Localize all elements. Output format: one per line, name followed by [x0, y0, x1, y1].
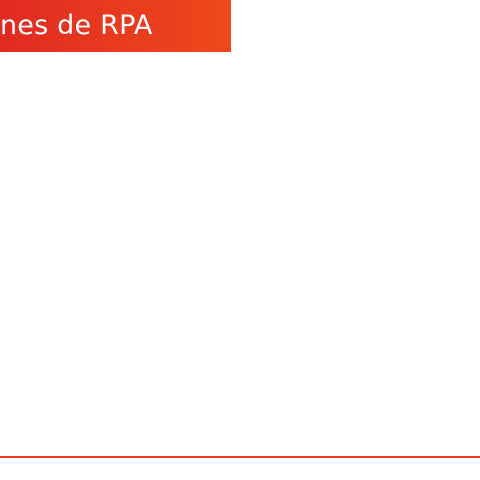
page-title: nes de RPA [0, 10, 153, 41]
title-banner [0, 0, 231, 52]
bottom-divider [0, 456, 480, 458]
